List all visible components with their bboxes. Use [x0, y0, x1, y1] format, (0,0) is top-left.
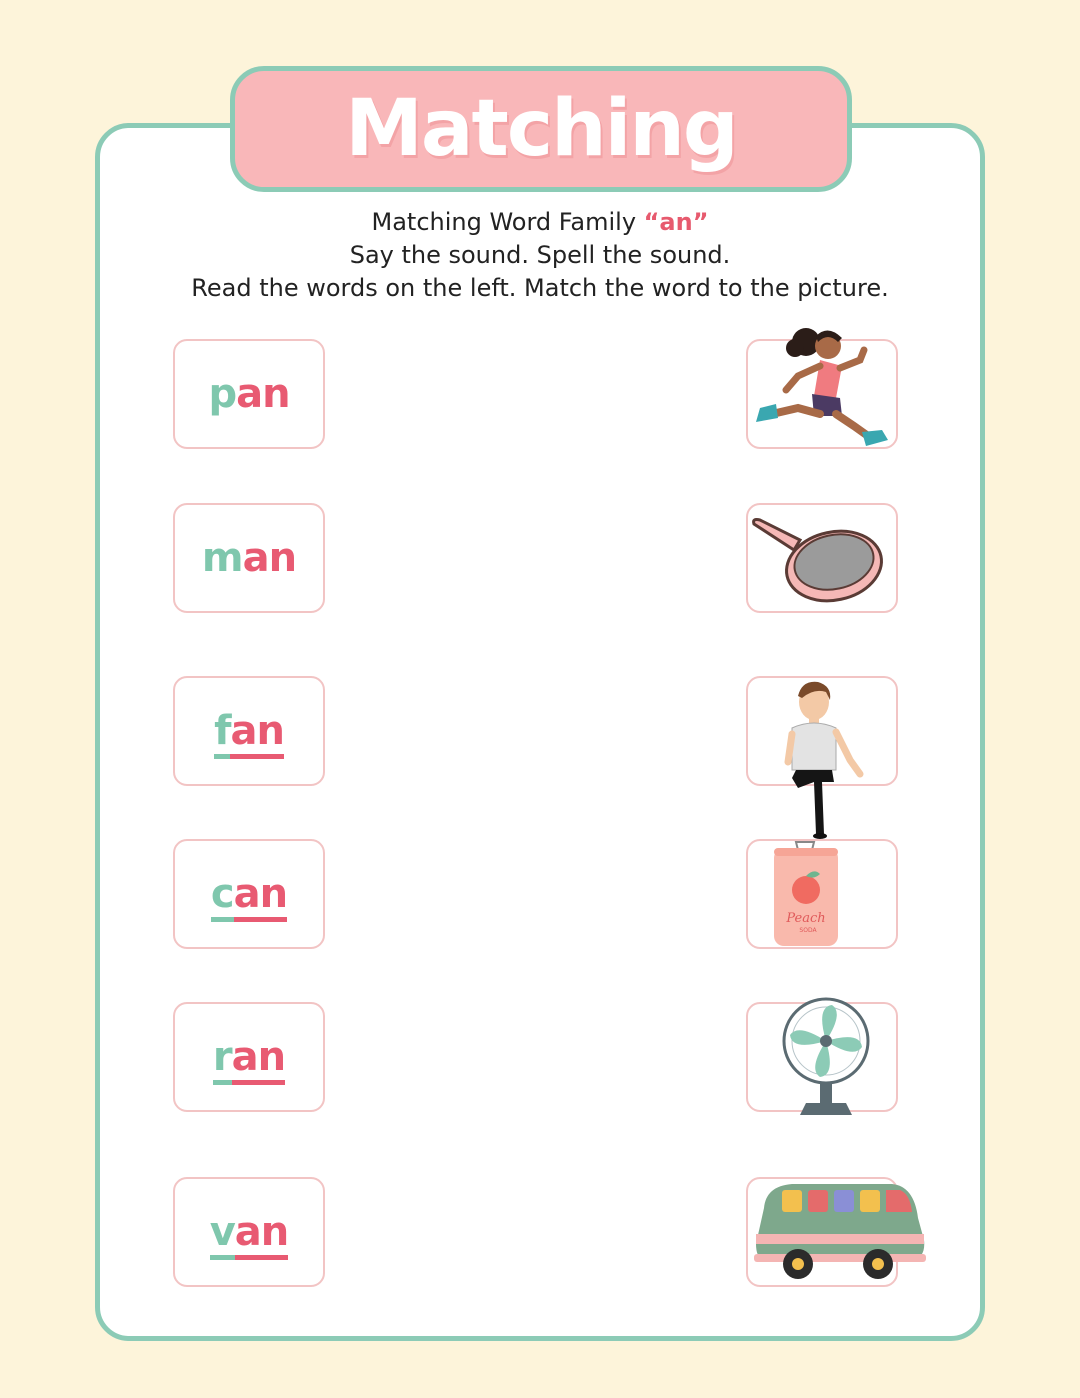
word: ran — [213, 1034, 285, 1080]
word-card-ran[interactable] — [173, 1002, 325, 1112]
word-card-can[interactable] — [173, 839, 325, 949]
word: man — [201, 535, 297, 581]
word: can — [211, 871, 287, 917]
word-family-highlight: “an” — [643, 208, 709, 236]
can-label: Peach — [786, 911, 826, 926]
word-card-fan[interactable] — [173, 676, 325, 786]
word-card-van[interactable] — [173, 1177, 325, 1287]
page-title: Matching — [345, 84, 737, 174]
title-banner — [230, 66, 852, 192]
instruction-line-1: Matching Word Family “an” — [371, 208, 709, 236]
word: fan — [214, 708, 284, 754]
instructions — [95, 206, 985, 305]
word-card-man[interactable] — [173, 503, 325, 613]
word: pan — [208, 371, 290, 417]
frying-pan-icon — [748, 514, 888, 610]
word-card-pan[interactable] — [173, 339, 325, 449]
word: van — [210, 1209, 289, 1255]
electric-fan-icon — [782, 997, 874, 1119]
instruction-line-2: Say the sound. Spell the sound. — [349, 241, 731, 269]
instruction-line-3: Read the words on the left. Match the word to the picture. — [191, 274, 889, 302]
peach-soda-can-icon — [768, 838, 844, 950]
can-sublabel: SODA — [799, 927, 817, 934]
running-girl-icon — [750, 318, 900, 453]
van-icon — [752, 1178, 930, 1282]
man-icon — [778, 678, 868, 840]
